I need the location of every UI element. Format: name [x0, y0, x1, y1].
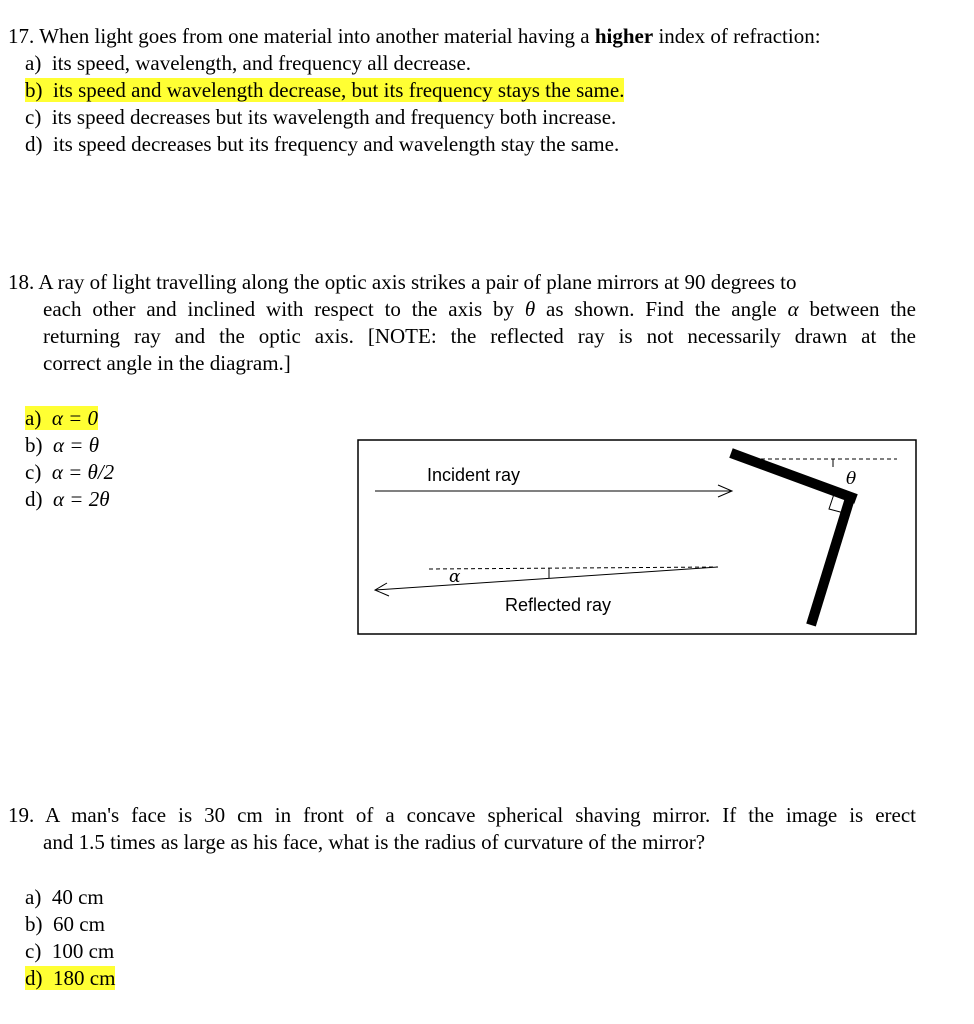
q18-option-d-letter: d) — [25, 487, 43, 511]
q17-option-b-row — [25, 77, 624, 103]
q17-stem — [8, 23, 821, 49]
q18-line2-pre: each other and inclined with respect to the axis by — [43, 297, 525, 321]
q18-option-d-expr: α = 2θ — [53, 487, 110, 511]
q19-stem-line-2: and 1.5 times as large as his face, what is the radius of curvature of the mirror? — [43, 830, 706, 854]
reflected-ray — [375, 567, 718, 590]
q17-option-d: d) its speed decreases but its frequency and wavelength stay the same. — [25, 132, 620, 156]
q18-option-d — [25, 486, 110, 512]
q18-option-c-letter: c) — [25, 460, 42, 484]
incident-ray-label: Incident ray — [427, 465, 521, 485]
q19-stem-line-1: 19. A man's face is 30 cm in front of a concave spherical shaving mirror. If the image is erect — [8, 803, 916, 827]
q18-line2-mid: as shown. Find the angle — [535, 297, 788, 321]
q18-stem-line-1: 18. A ray of light travelling along the optic axis strikes a pair of plane mirrors at 90 degrees to — [8, 270, 797, 294]
q18-line2-post: between the — [798, 297, 916, 321]
q17-stem-post: index of refraction: — [653, 24, 821, 48]
q18-option-b-expr: α = θ — [53, 433, 100, 457]
q17-stem-bold: higher — [594, 24, 654, 48]
q19-option-b: b) 60 cm — [25, 912, 105, 936]
q18-option-c-expr: α = θ/2 — [51, 460, 115, 484]
mirror-upper — [731, 453, 856, 499]
bottom-dashed-line — [429, 567, 718, 569]
theta-label: θ — [846, 469, 857, 489]
q18-option-c — [25, 459, 114, 485]
q18-line2-alpha: α — [787, 297, 799, 321]
q19-option-c: c) 100 cm — [25, 939, 115, 963]
q17-option-b: b) its speed and wavelength decrease, but its frequency stays the same. — [25, 78, 625, 102]
q18-line2-theta: θ — [524, 297, 536, 321]
q18-option-a-letter: a) — [25, 406, 42, 430]
q17-option-a: a) its speed, wavelength, and frequency all decrease. — [25, 51, 472, 75]
q18-option-a — [25, 405, 98, 431]
q18-option-b-letter: b) — [25, 433, 43, 457]
q18-stem-line-2 — [43, 296, 916, 322]
q18-stem-line-4: correct angle in the diagram.] — [43, 351, 291, 375]
q17-option-c: c) its speed decreases but its wavelength and frequency both increase. — [25, 105, 617, 129]
mirror-diagram — [357, 439, 917, 635]
q19-option-d-row — [25, 965, 115, 991]
q18-option-a-expr: α = 0 — [51, 406, 99, 430]
q19-option-d: d) 180 cm — [25, 966, 116, 990]
mirror-lower — [811, 495, 851, 625]
q18-stem-line-3: returning ray and the optic axis. [NOTE: the reflected ray is not necessarily drawn at the — [43, 324, 916, 348]
q18-option-b — [25, 432, 99, 458]
q19-option-a: a) 40 cm — [25, 885, 104, 909]
reflected-ray-label: Reflected ray — [505, 595, 612, 615]
q17-stem-pre: 17. When light goes from one material into another material having a — [8, 24, 595, 48]
alpha-label: α — [449, 567, 461, 587]
